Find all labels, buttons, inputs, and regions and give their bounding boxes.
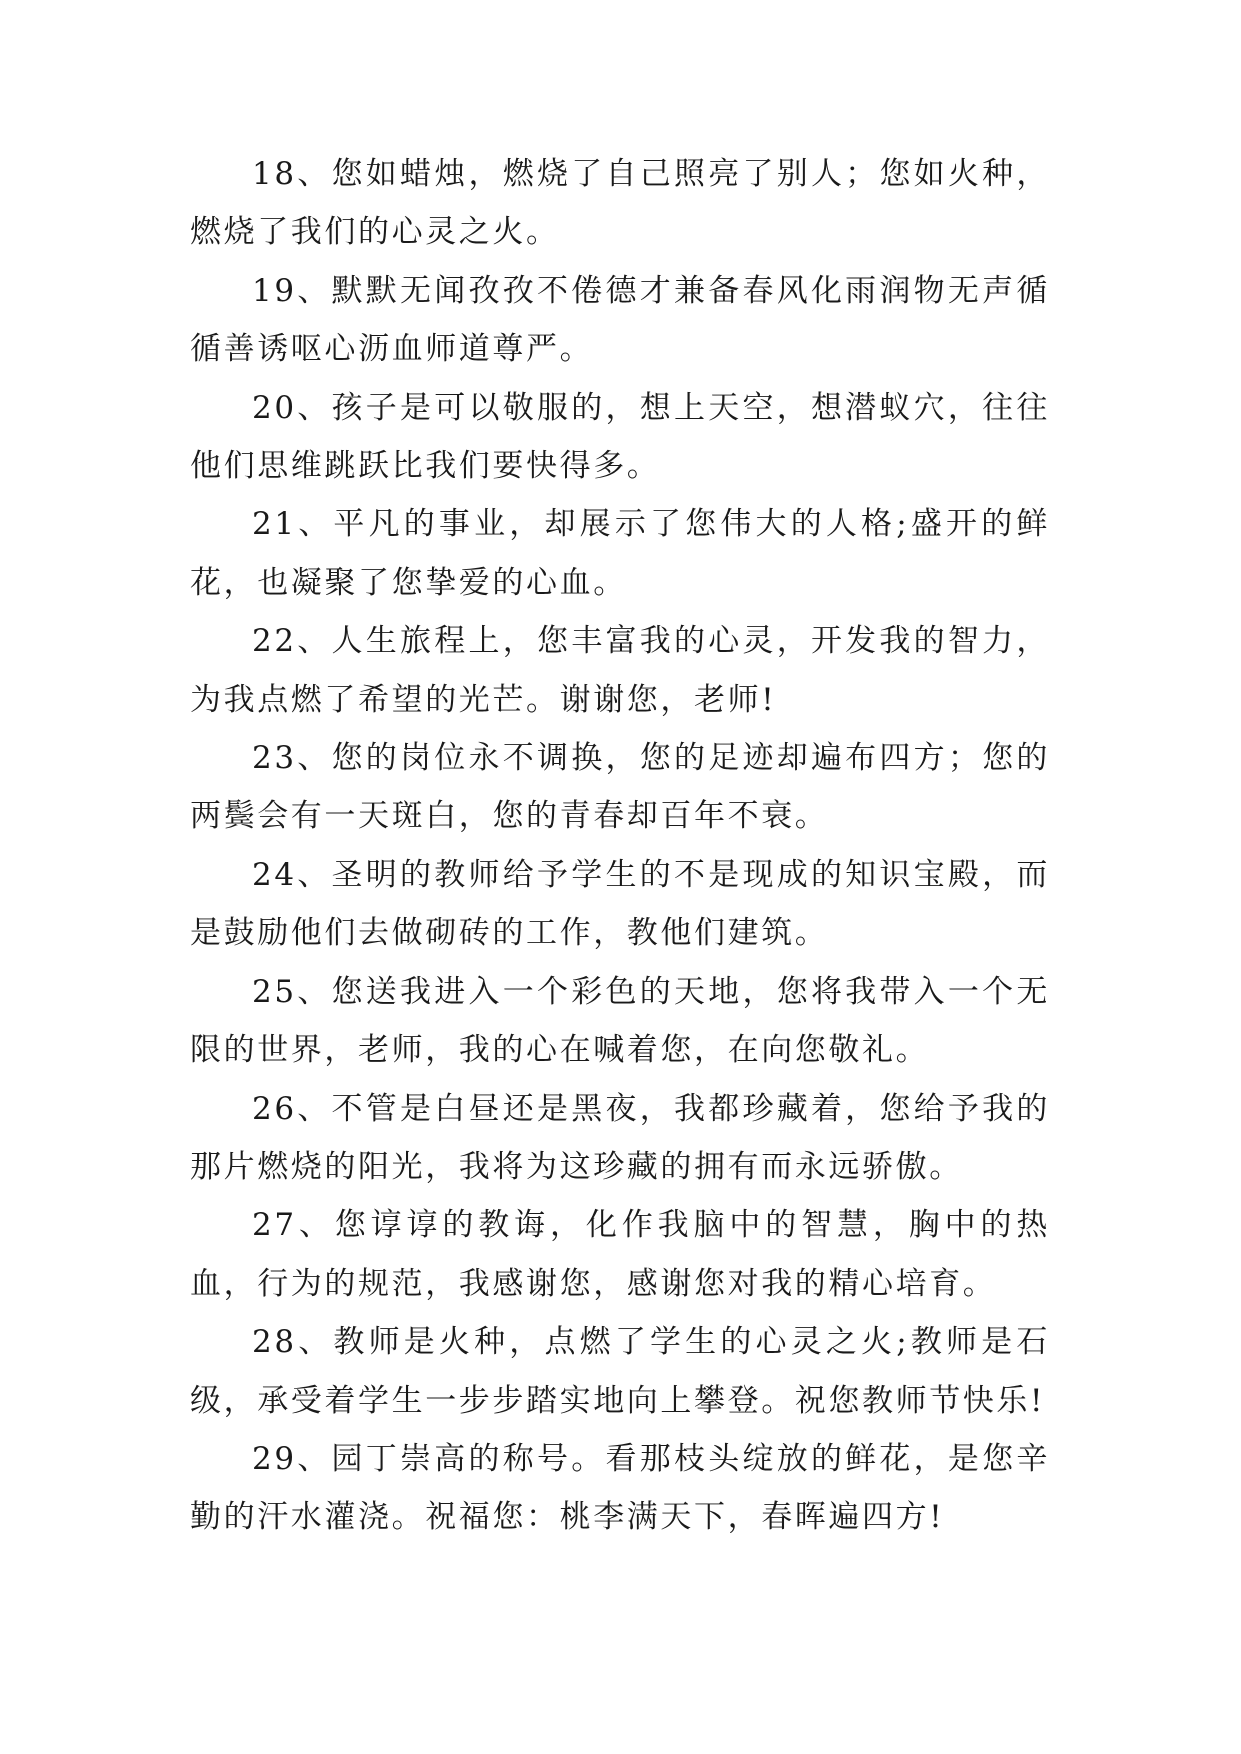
paragraph-20: 20、孩子是可以敬服的，想上天空，想潜蚁穴，往往他们思维跳跃比我们要快得多。	[190, 389, 1050, 485]
paragraph-29: 29、园丁崇高的称号。看那枝头绽放的鲜花，是您辛勤的汗水灌浇。祝福您：桃李满天下，春晖遍四方!	[190, 1440, 1050, 1536]
paragraph-25: 25、您送我进入一个彩色的天地，您将我带入一个无限的世界，老师，我的心在喊着您，在向您敬礼。	[190, 973, 1050, 1069]
paragraph-24: 24、圣明的教师给予学生的不是现成的知识宝殿，而是鼓励他们去做砌砖的工作，教他们建筑。	[190, 856, 1050, 952]
paragraph-23: 23、您的岗位永不调换，您的足迹却遍布四方；您的两鬓会有一天斑白，您的青春却百年不衰。	[190, 740, 1050, 835]
paragraph-26: 26、不管是白昼还是黑夜，我都珍藏着，您给予我的那片燃烧的阳光，我将为这珍藏的拥有而永远骄傲。	[190, 1090, 1050, 1185]
document-body	[190, 145, 1050, 1547]
paragraph-28: 28、教师是火种，点燃了学生的心灵之火;教师是石级，承受着学生一步步踏实地向上攀登。祝您教师节快乐!	[190, 1324, 1050, 1419]
paragraph-21: 21、平凡的事业，却展示了您伟大的人格;盛开的鲜花，也凝聚了您挚爱的心血。	[190, 506, 1050, 601]
paragraph-18: 18、您如蜡烛，燃烧了自己照亮了别人；您如火种，燃烧了我们的心灵之火。	[190, 156, 1050, 251]
paragraph-19: 19、默默无闻孜孜不倦德才兼备春风化雨润物无声循循善诱呕心沥血师道尊严。	[190, 272, 1050, 368]
paragraph-22: 22、人生旅程上，您丰富我的心灵，开发我的智力，为我点燃了希望的光芒。谢谢您，老师!	[190, 623, 1050, 718]
paragraph-27: 27、您谆谆的教诲，化作我脑中的智慧，胸中的热血，行为的规范，我感谢您，感谢您对我的精心培育。	[190, 1207, 1050, 1302]
